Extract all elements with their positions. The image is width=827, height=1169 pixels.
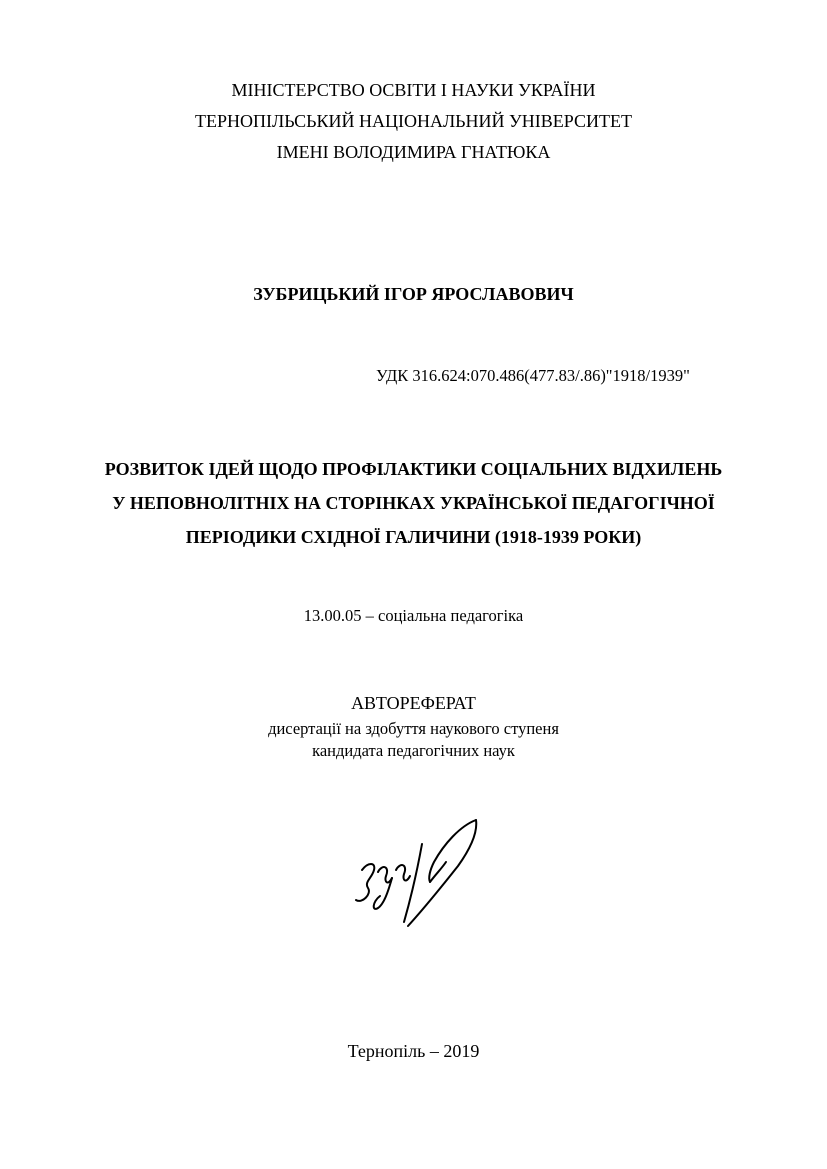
university-name-line1: ТЕРНОПІЛЬСЬКИЙ НАЦІОНАЛЬНИЙ УНІВЕРСИТЕТ (195, 111, 632, 131)
abstract-heading: АВТОРЕФЕРАТ (351, 693, 476, 713)
title-line3: ПЕРІОДИКИ СХІДНОЇ ГАЛИЧИНИ (1918-1939 РОКИ) (185, 527, 642, 547)
title-line2: У НЕПОВНОЛІТНІХ НА СТОРІНКАХ УКРАЇНСЬКОЇ ПЕДАГОГІЧНОЇ (112, 493, 715, 513)
specialty: 13.00.05 – соціальна педагогіка (303, 606, 524, 625)
abstract-line1: дисертації на здобуття наукового ступеня (268, 719, 559, 738)
title-line1: РОЗВИТОК ІДЕЙ ЩОДО ПРОФІЛАКТИКИ СОЦІАЛЬНИХ ВІДХИЛЕНЬ (104, 459, 723, 479)
udk-code: УДК 316.624:070.486(477.83/.86)"1918/1939" (376, 366, 690, 385)
ministry-name: МІНІСТЕРСТВО ОСВІТИ І НАУКИ УКРАЇНИ (231, 80, 596, 100)
signature-icon (338, 808, 498, 938)
author-name: ЗУБРИЦЬКИЙ ІГОР ЯРОСЛАВОВИЧ (253, 284, 574, 304)
city-year: Тернопіль – 2019 (347, 1041, 480, 1061)
abstract-line2: кандидата педагогічних наук (312, 741, 515, 760)
university-name-line2: ІМЕНІ ВОЛОДИМИРА ГНАТЮКА (276, 142, 551, 162)
